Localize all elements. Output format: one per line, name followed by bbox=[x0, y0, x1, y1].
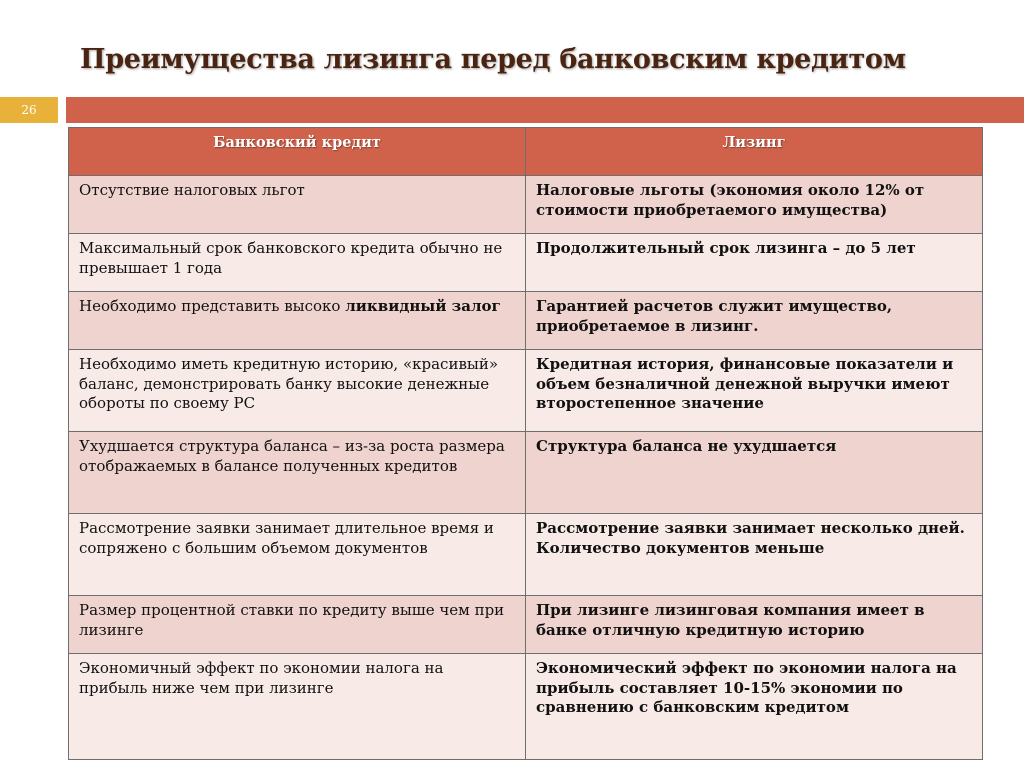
credit-cell: Необходимо иметь кредитную историю, «красивый» баланс, демонстрировать банку высокие денежные обороты по своему РС bbox=[69, 350, 526, 432]
page-number-badge: 26 bbox=[0, 97, 58, 123]
leasing-cell: Гарантией расчетов служит имущество, приобретаемое в лизинг. bbox=[526, 292, 983, 350]
credit-cell: Экономичный эффект по экономии налога на прибыль ниже чем при лизинге bbox=[69, 654, 526, 760]
table-row bbox=[69, 234, 983, 292]
credit-cell: Ухудшается структура баланса – из-за роста размера отображаемых в балансе полученных кредитов bbox=[69, 432, 526, 514]
credit-cell: Отсутствие налоговых льгот bbox=[69, 176, 526, 234]
credit-cell: Рассмотрение заявки занимает длительное время и сопряжено с большим объемом документов bbox=[69, 514, 526, 596]
credit-cell: Размер процентной ставки по кредиту выше чем при лизинге bbox=[69, 596, 526, 654]
slide-title: Преимущества лизинга перед банковским кредитом bbox=[80, 44, 906, 75]
comparison-table bbox=[68, 127, 983, 760]
table-row bbox=[69, 176, 983, 234]
leasing-cell: Экономический эффект по экономии налога на прибыль составляет 10-15% экономии по сравнению с банковским кредитом bbox=[526, 654, 983, 760]
table-row bbox=[69, 350, 983, 432]
table-row bbox=[69, 654, 983, 760]
table-row bbox=[69, 596, 983, 654]
leasing-cell: Продолжительный срок лизинга – до 5 лет bbox=[526, 234, 983, 292]
header-bank-credit: Банковский кредит bbox=[69, 128, 526, 176]
table-header-row bbox=[69, 128, 983, 176]
leasing-cell: При лизинге лизинговая компания имеет в банке отличную кредитную историю bbox=[526, 596, 983, 654]
header-bar bbox=[66, 97, 1024, 123]
credit-cell: Максимальный срок банковского кредита обычно не превышает 1 года bbox=[69, 234, 526, 292]
table-row bbox=[69, 292, 983, 350]
table-row bbox=[69, 514, 983, 596]
leasing-cell: Структура баланса не ухудшается bbox=[526, 432, 983, 514]
table-row bbox=[69, 432, 983, 514]
leasing-cell: Налоговые льготы (экономия около 12% от стоимости приобретаемого имущества) bbox=[526, 176, 983, 234]
leasing-cell: Кредитная история, финансовые показатели и объем безналичной денежной выручки имеют второстепенное значение bbox=[526, 350, 983, 432]
leasing-cell: Рассмотрение заявки занимает несколько дней. Количество документов меньше bbox=[526, 514, 983, 596]
header-leasing: Лизинг bbox=[526, 128, 983, 176]
credit-cell: Необходимо представить высоко ликвидный залог bbox=[69, 292, 526, 350]
